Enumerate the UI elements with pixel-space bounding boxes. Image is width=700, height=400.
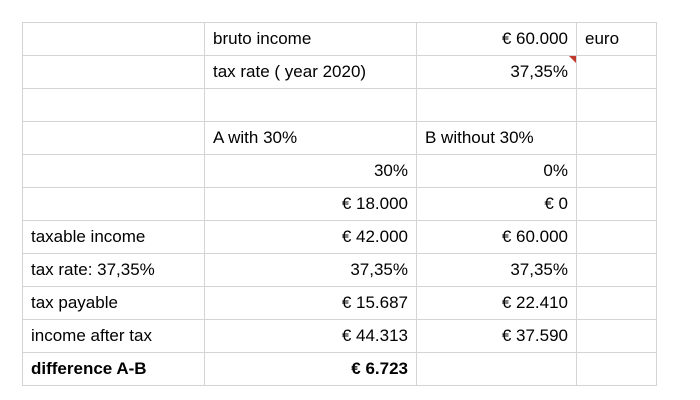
- cell-D9[interactable]: [577, 287, 657, 320]
- cell-C5[interactable]: 0%: [417, 155, 577, 188]
- cell-B6[interactable]: € 18.000: [205, 188, 417, 221]
- table-row: [23, 89, 657, 122]
- cell-B4[interactable]: A with 30%: [205, 122, 417, 155]
- cell-C7[interactable]: € 60.000: [417, 221, 577, 254]
- cell-D11[interactable]: [577, 353, 657, 386]
- table-row: [23, 221, 657, 254]
- cell-A1[interactable]: [23, 23, 205, 56]
- cell-B2[interactable]: tax rate ( year 2020): [205, 56, 417, 89]
- table-row: [23, 23, 657, 56]
- cell-C4[interactable]: B without 30%: [417, 122, 577, 155]
- cell-B11[interactable]: € 6.723: [205, 353, 417, 386]
- cell-B9[interactable]: € 15.687: [205, 287, 417, 320]
- cell-C1[interactable]: € 60.000: [417, 23, 577, 56]
- cell-B7[interactable]: € 42.000: [205, 221, 417, 254]
- cell-A10[interactable]: income after tax: [23, 320, 205, 353]
- table-row: [23, 188, 657, 221]
- cell-C9[interactable]: € 22.410: [417, 287, 577, 320]
- table-row: [23, 320, 657, 353]
- cell-C6[interactable]: € 0: [417, 188, 577, 221]
- table-row: [23, 254, 657, 287]
- cell-D7[interactable]: [577, 221, 657, 254]
- cell-A8[interactable]: tax rate: 37,35%: [23, 254, 205, 287]
- cell-B3[interactable]: [205, 89, 417, 122]
- cell-D6[interactable]: [577, 188, 657, 221]
- cell-A11[interactable]: difference A-B: [23, 353, 205, 386]
- cell-D8[interactable]: [577, 254, 657, 287]
- table-row: [23, 287, 657, 320]
- cell-C8[interactable]: 37,35%: [417, 254, 577, 287]
- table-row: [23, 56, 657, 89]
- spreadsheet-grid[interactable]: [22, 22, 657, 386]
- cell-D5[interactable]: [577, 155, 657, 188]
- table-row: [23, 122, 657, 155]
- cell-D1[interactable]: euro: [577, 23, 657, 56]
- cell-B8[interactable]: 37,35%: [205, 254, 417, 287]
- cell-C11[interactable]: [417, 353, 577, 386]
- cell-D10[interactable]: [577, 320, 657, 353]
- cell-A3[interactable]: [23, 89, 205, 122]
- cell-D4[interactable]: [577, 122, 657, 155]
- spreadsheet-body: [23, 23, 657, 386]
- table-row: [23, 353, 657, 386]
- cell-B10[interactable]: € 44.313: [205, 320, 417, 353]
- cell-A5[interactable]: [23, 155, 205, 188]
- cell-D3[interactable]: [577, 89, 657, 122]
- table-row: [23, 155, 657, 188]
- cell-A9[interactable]: tax payable: [23, 287, 205, 320]
- cell-C3[interactable]: [417, 89, 577, 122]
- cell-B5[interactable]: 30%: [205, 155, 417, 188]
- cell-A6[interactable]: [23, 188, 205, 221]
- cell-C2[interactable]: 37,35%: [417, 56, 577, 89]
- cell-A2[interactable]: [23, 56, 205, 89]
- cell-D2[interactable]: [577, 56, 657, 89]
- cell-A4[interactable]: [23, 122, 205, 155]
- cell-A7[interactable]: taxable income: [23, 221, 205, 254]
- cell-B1[interactable]: bruto income: [205, 23, 417, 56]
- cell-C10[interactable]: € 37.590: [417, 320, 577, 353]
